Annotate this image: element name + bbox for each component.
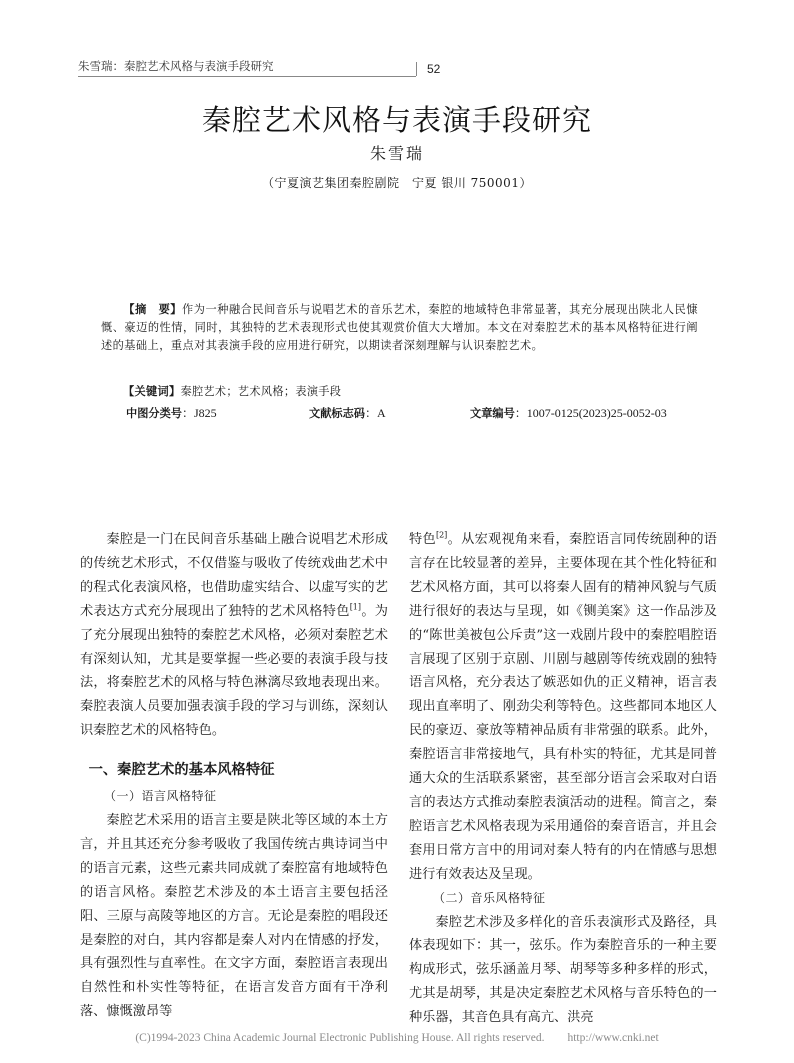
language-paragraph-continued [409, 528, 717, 887]
header-rule [78, 76, 416, 77]
intro-text-1: 秦腔是一门在民间音乐基础上融合说唱艺术形成的传统艺术形式，不仅借鉴与吸收了传统戏曲艺术中的程式化表演风格，也借助虚实结合、以虚写实的艺术表达方式充分展现出了独特的艺术风格特色 [80, 532, 388, 619]
author-affiliation: （宁夏演艺集团秦腔剧院 宁夏 银川 750001） [262, 176, 532, 190]
document-code [309, 404, 386, 421]
abstract-label: 【摘 要】 [123, 303, 183, 316]
article-number [470, 404, 667, 421]
paper-title: 秦腔艺术风格与表演手段研究 [201, 103, 592, 137]
body-column-right [409, 528, 717, 1030]
abstract [101, 301, 698, 355]
article-no-label: 文章编号 [470, 407, 515, 420]
clc-value: ：J825 [181, 406, 217, 420]
header-divider [416, 62, 417, 76]
cont-text-1: 特色 [409, 532, 436, 547]
abstract-text: 作为一种融合民间音乐与说唱艺术的音乐艺术，秦腔的地域特色非常显著，其充分展现出陕北人民慷慨、豪迈的性情，同时，其独特的艺术表现形式也使其观赏价值大大增加。本文在对秦腔艺术的基本风格特征进行阐述的基础上，重点对其表演手段的应用进行研究，以期读者深刻理解与认识秦腔艺术。 [101, 303, 698, 352]
copyright-footer: (C)1994-2023 China Academic Journal Electronic Publishing House. All rights reserved. http://www.cnki.net [135, 1032, 659, 1044]
cont-text-2: 。从宏观视角来看，秦腔语言同传统剧种的语言存在比较显著的差异，主要体现在其个性化特征和艺术风格方面，其可以将秦人固有的精神风貌与气质进行很好的表达与呈现，如《铡美案》这一作品涉及的“陈世美被包公斥责”这一戏剧片段中的秦腔唱腔语言展现了区别于京剧、川剧与越剧等传统戏剧的独特语言风格，充分表达了嫉恶如仇的正义精神，语言表现出直率明了、刚劲尖利等特色。这些都同本地区人民的豪迈、豪放等精神品质有非常强的联系。此外，秦腔语言非常接地气，具有朴实的特征，尤其是同普通大众的生活联系紧密，甚至部分语言会采取对白语言的表达方式推动秦腔表演活动的进程。简言之，秦腔语言艺术风格表现为采用通俗的秦音语言，并且会套用日常方言中的用词对秦人特有的内在情感与思想进行有效表达及呈现。 [409, 532, 717, 882]
subsection-heading-language: （一）语言风格特征 [104, 789, 217, 804]
citation-2: [2] [435, 530, 448, 540]
subsection-heading-music: （二）音乐风格特征 [433, 890, 546, 905]
doc-code-value: ：A [364, 406, 386, 420]
citation-1: [1] [349, 602, 362, 612]
doc-code-label: 文献标志码 [309, 407, 365, 420]
keywords [123, 383, 341, 399]
section-heading-1: 一、秦腔艺术的基本风格特征 [88, 762, 275, 779]
keywords-label: 【关键词】 [123, 385, 181, 398]
clc-number [126, 404, 217, 421]
body-column-left [80, 528, 388, 1024]
paper-author: 朱雪瑞 [369, 144, 424, 163]
intro-text-2: 。为了充分展现出独特的秦腔艺术风格，必须对秦腔艺术有深刻认知，尤其是要掌握一些必要的表演手段与技法，将秦腔艺术的风格与特色淋漓尽致地表现出来。秦腔表演人员要加强表演手段的学习与训练，深刻认识秦腔艺术的风格特色。 [80, 603, 388, 739]
intro-paragraph [80, 528, 388, 743]
music-paragraph: 秦腔艺术涉及多样化的音乐表演形式及路径，具体表现如下：其一，弦乐。作为秦腔音乐的一种主要构成形式，弦乐涵盖月琴、胡琴等多种多样的形式，尤其是胡琴，其是决定秦腔艺术风格与音乐特色的一种乐器，其音色具有高亢、洪亮 [409, 914, 717, 1026]
keywords-text: 秦腔艺术；艺术风格；表演手段 [180, 385, 342, 398]
language-paragraph: 秦腔艺术采用的语言主要是陕北等区域的本土方言，并且其还充分参考吸收了我国传统古典诗词当中的语言元素，这些元素共同成就了秦腔富有地域特色的语言风格。秦腔艺术涉及的本土语言主要包括泾阳、三原与高陵等地区的方言。无论是秦腔的唱段还是秦腔的对白，其内容都是秦人对内在情感的抒发，具有强烈性与直率性。在文字方面，秦腔语言表现出自然性和朴实性等特征，在语言发音方面有干净利落、慷慨激昂等 [80, 812, 388, 1020]
article-no-value: ：1007-0125(2023)25-0052-03 [514, 406, 667, 420]
clc-label: 中图分类号 [126, 407, 182, 420]
running-header: 朱雪瑞：秦腔艺术风格与表演手段研究 [78, 59, 274, 73]
page-number: 52 [427, 62, 441, 76]
